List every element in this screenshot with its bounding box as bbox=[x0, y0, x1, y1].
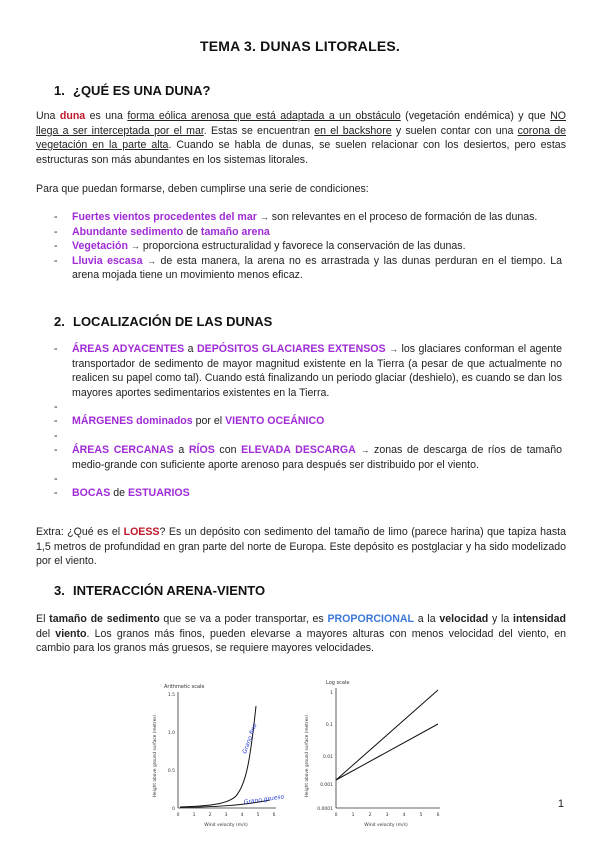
left-xtick: 3 bbox=[224, 813, 228, 818]
list-item bbox=[54, 254, 562, 283]
bold-term: tamaño de sedimento bbox=[49, 613, 160, 625]
spacer bbox=[54, 400, 562, 414]
bold-term: intensidad bbox=[513, 613, 567, 625]
locations-list bbox=[54, 342, 562, 501]
page-number: 1 bbox=[557, 798, 564, 810]
highlight: Lluvia escasa bbox=[72, 254, 143, 267]
underlined-vegetation-crown: corona de vegetación en la parte alta bbox=[36, 124, 566, 152]
fine-grain-line bbox=[336, 690, 438, 780]
right-ytick: 0.1 bbox=[325, 723, 333, 728]
highlight: RÍOS bbox=[188, 443, 215, 456]
right-xtick: 1 bbox=[351, 813, 355, 818]
wind-profile-figure bbox=[150, 676, 450, 836]
text: . Los granos más finos, pueden elevarse a mayores alturas con menos velocidad del viento, en cambio para los granos más gruesos, se requiere mayores velocidades. bbox=[36, 627, 566, 655]
list-item bbox=[54, 414, 562, 429]
list-item bbox=[54, 443, 562, 472]
coarse-grain-line bbox=[336, 724, 438, 780]
right-xtick: 6 bbox=[436, 813, 440, 818]
text: ? Es un depósito con sedimento del tamaño de limo (parece harina) que tapiza hasta 1,5 metros de profundidad en gran parte del norte de Europa. Este depósito es postglaciar y ha sido modelizado por el viento. bbox=[36, 526, 566, 568]
text: . Cuando se habla de dunas, se suelen relacionar con los desiertos, pero estas estructuras son más abundantes en los sistemas litorales. bbox=[36, 139, 566, 166]
section-1-number: 1. bbox=[54, 83, 65, 98]
text: El bbox=[36, 613, 50, 625]
text: Una bbox=[36, 110, 60, 122]
right-xtick: 5 bbox=[419, 813, 423, 818]
right-xtick: 4 bbox=[402, 813, 406, 818]
text: a bbox=[173, 443, 189, 456]
highlight: tamaño arena bbox=[200, 225, 270, 238]
section-1-heading bbox=[54, 83, 210, 98]
left-x-axis-label: Wind velocity (m/s) bbox=[204, 823, 248, 828]
duna-term: duna bbox=[59, 110, 86, 122]
arrow-icon: → bbox=[389, 344, 399, 354]
highlight: VIENTO OCEÁNICO bbox=[225, 415, 325, 428]
fine-grain-label: Grano fino bbox=[241, 722, 259, 755]
arrow-icon: → bbox=[360, 444, 370, 455]
left-ytick: 0 bbox=[172, 807, 175, 812]
highlight: ÁREAS CERCANAS bbox=[72, 443, 174, 456]
text: con bbox=[214, 443, 242, 456]
section-2-heading bbox=[54, 314, 272, 329]
text: (vegetación endémica) y que bbox=[400, 110, 551, 122]
right-xtick: 3 bbox=[385, 813, 389, 818]
list-item bbox=[54, 225, 562, 240]
section-1-paragraph-2: Para que puedan formarse, deben cumplirse una serie de condiciones: bbox=[36, 183, 369, 195]
right-ytick: 0.01 bbox=[322, 755, 333, 760]
text: proporciona estructuralidad y favorece la conservación de las dunas. bbox=[139, 240, 466, 253]
left-xtick: 2 bbox=[208, 813, 212, 818]
text: de bbox=[183, 225, 201, 238]
underlined-backshore: en el backshore bbox=[314, 124, 392, 137]
text: y la bbox=[488, 613, 514, 625]
left-ytick: 1.0 bbox=[167, 731, 175, 736]
section-1-title: ¿QUÉ ES UNA DUNA? bbox=[73, 83, 211, 98]
section-1-paragraph-1 bbox=[36, 109, 566, 167]
text: son relevantes en el proceso de formación de las dunas. bbox=[268, 211, 538, 223]
arrow-icon: → bbox=[259, 212, 269, 222]
text: . Estas se encuentran bbox=[203, 124, 315, 137]
section-3-heading bbox=[54, 583, 265, 598]
left-scale-label: Arithmetic scale bbox=[164, 684, 205, 690]
arrow-icon: → bbox=[146, 255, 156, 266]
text: a la bbox=[414, 613, 440, 625]
highlight: DEPÓSITOS GLACIARES EXTENSOS bbox=[196, 343, 386, 355]
right-ytick: 1 bbox=[330, 691, 333, 696]
section-2-number: 2. bbox=[54, 314, 65, 329]
bold-term: viento bbox=[55, 627, 87, 640]
proportional-term: PROPORCIONAL bbox=[327, 613, 414, 625]
spacer bbox=[54, 429, 562, 443]
right-ytick: 0.0001 bbox=[317, 807, 333, 812]
highlight: MÁRGENES dominados bbox=[72, 415, 193, 428]
left-xtick: 6 bbox=[272, 813, 276, 818]
text: del bbox=[36, 627, 56, 640]
text: zonas de descarga de ríos de tamaño medio-grande con suficiente aporte arenoso para después ser distribuido por el viento. bbox=[72, 443, 562, 471]
right-x-axis-label: Wind velocity (m/s) bbox=[364, 823, 408, 828]
section-3-paragraph bbox=[36, 612, 566, 656]
list-item bbox=[54, 239, 562, 254]
left-y-axis-label: Height above ground surface (metres) bbox=[153, 714, 158, 798]
loess-term: LOESS bbox=[123, 526, 160, 538]
text: es una bbox=[85, 110, 128, 122]
loess-paragraph bbox=[36, 525, 566, 569]
spacer bbox=[54, 472, 562, 486]
left-ytick: 1.5 bbox=[167, 693, 175, 698]
highlight: Fuertes vientos procedentes del mar bbox=[72, 211, 257, 223]
text: los glaciares conforman el agente transportador de sedimento de mayor magnitud existente en la Tierra (a pesar de que actualmente no realicen su papel como tal). Cuando está finalizando un periodo glaciar (deshielo), es cuando se dan los mayores aportes sedimentarios existentes en la Tierra. bbox=[72, 343, 563, 399]
left-xtick: 1 bbox=[192, 813, 196, 818]
bold-term: velocidad bbox=[439, 613, 489, 625]
right-y-axis-label: Height above ground surface (metres) bbox=[305, 714, 310, 798]
underlined-definition: forma eólica arenosa que está adaptada a un obstáculo bbox=[127, 110, 401, 122]
conditions-list bbox=[54, 210, 562, 283]
highlight: ESTUARIOS bbox=[127, 487, 190, 500]
text: y suelen contar con una bbox=[391, 124, 518, 137]
highlight: Abundante sedimento bbox=[72, 225, 184, 238]
coarse-grain-label: Grano grueso bbox=[243, 793, 285, 806]
text: de bbox=[110, 487, 128, 500]
section-3-title: INTERACCIÓN ARENA-VIENTO bbox=[73, 583, 266, 598]
arrow-icon: → bbox=[130, 241, 140, 252]
document-title: TEMA 3. DUNAS LITORALES. bbox=[199, 38, 401, 54]
fine-grain-curve bbox=[180, 706, 259, 807]
arithmetic-plot bbox=[152, 684, 285, 828]
highlight: ELEVADA DESCARGA bbox=[241, 443, 356, 456]
list-item bbox=[54, 342, 562, 400]
list-item bbox=[54, 486, 562, 501]
section-3-number: 3. bbox=[54, 583, 65, 598]
text: Extra: ¿Qué es el bbox=[36, 526, 124, 538]
left-xtick: 5 bbox=[256, 813, 260, 818]
text: de esta manera, la arena no es arrastrada y las dunas perduran en el tiempo. La arena mojada tiene un movimiento menos eficaz. bbox=[72, 254, 562, 282]
right-xtick: 0 bbox=[334, 813, 338, 818]
text: por el bbox=[192, 415, 226, 428]
text: que se va a poder transportar, es bbox=[159, 613, 328, 625]
text: a bbox=[184, 343, 197, 355]
left-xtick: 4 bbox=[240, 813, 244, 818]
left-xtick: 0 bbox=[176, 813, 180, 818]
right-scale-label: Log scale bbox=[326, 680, 350, 686]
right-xtick: 2 bbox=[368, 813, 372, 818]
list-item bbox=[54, 210, 562, 225]
left-ytick: 0.5 bbox=[167, 769, 175, 774]
highlight: Vegetación bbox=[72, 240, 128, 253]
section-2-title: LOCALIZACIÓN DE LAS DUNAS bbox=[73, 314, 273, 329]
highlight: BOCAS bbox=[72, 487, 111, 500]
right-ytick: 0.001 bbox=[320, 783, 333, 788]
log-plot bbox=[304, 680, 440, 828]
underlined-sea-note: NO llega a ser interceptada por el mar bbox=[36, 110, 566, 137]
highlight: ÁREAS ADYACENTES bbox=[72, 343, 185, 355]
